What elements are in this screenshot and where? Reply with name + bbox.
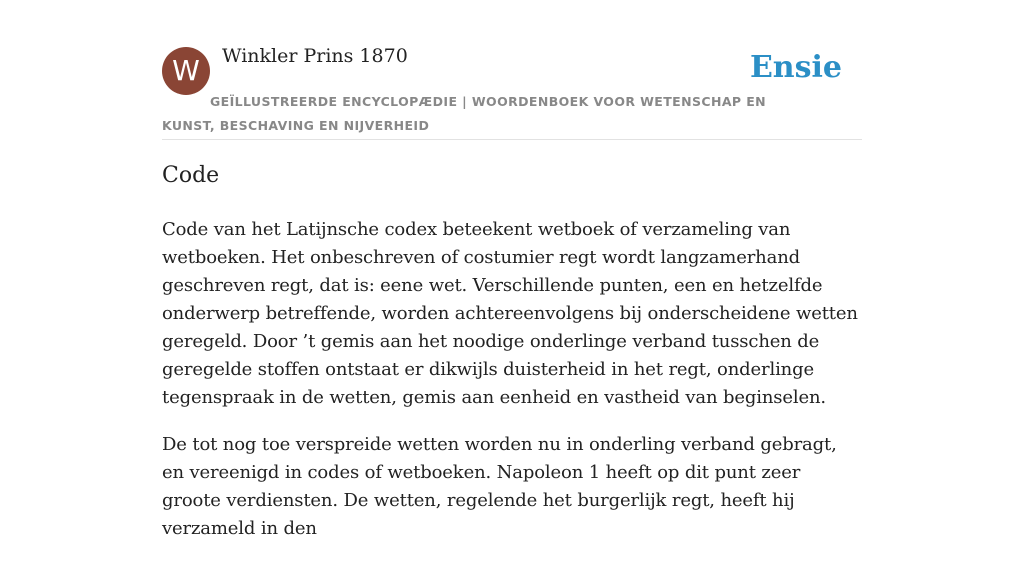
source-title[interactable]: Winkler Prins 1870 xyxy=(222,45,408,67)
entry-title: Code xyxy=(162,163,220,188)
entry-paragraph-2: De tot nog toe verspreide wetten worden nu in onderling verband gebragt, en vereenigd in codes of wetboeken. Napoleon 1 heeft op dit punt zeer groote verdiensten. De wetten, regelende het burgerlijk regt, heeft hij verzameld in den xyxy=(162,434,837,539)
source-subtitle: GEÏLLUSTREERDE ENCYCLOPÆDIE | WOORDENBOEK VOOR WETENSCHAP EN KUNST, BESCHAVING EN NIJVERHEID xyxy=(162,94,767,133)
entry-paragraph-1: Code van het Latijnsche codex beteekent wetboek of verzameling van wetboeken. Het onbeschreven of costumier regt wordt langzamerhand geschreven regt, dat is: eene wet. Verschillende punten, een en hetzelfde onderwerp betreffende, worden achtereenvolgens bij onderscheidene wetten geregeld. Door ’t gemis aan het noodige onderlinge verband tusschen de geregelde stoffen ontstaat er dikwijls duisterheid in het regt, onderlinge tegenspraak in de wetten, gemis aan eenheid en vastheid van beginselen. xyxy=(162,219,858,408)
avatar[interactable]: W xyxy=(162,47,210,95)
divider xyxy=(162,139,862,140)
entry-body xyxy=(162,216,862,562)
ensie-logo[interactable]: Ensie xyxy=(749,50,842,85)
